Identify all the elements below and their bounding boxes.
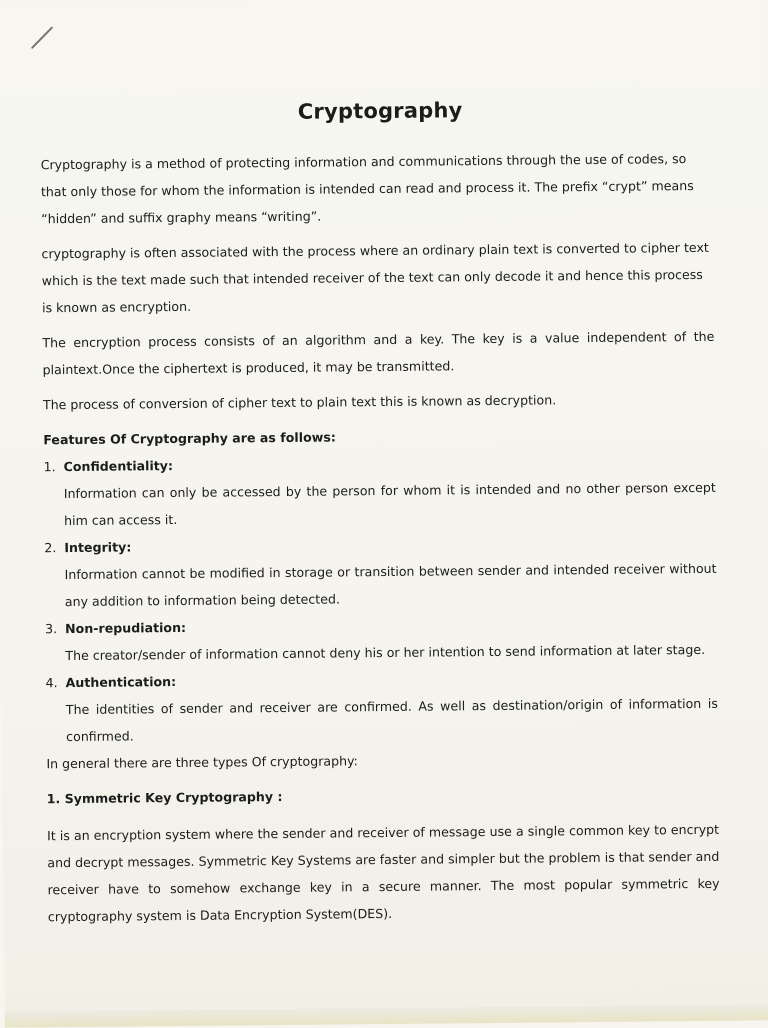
pen-mark bbox=[31, 26, 53, 49]
feature-description: The creator/sender of information cannot deny his or her intention to send information at later stage. bbox=[65, 641, 706, 664]
symmetric-key-paragraph: It is an encryption system where the sender and receiver of message use a single common key to encrypt and decrypt messages. Symmetric Key Systems are faster and simpler but the problem is that sender and receiver have to somehow exchange key in a secure manner. The most popular symmetric key cryptography system is Data Encryption System(DES). bbox=[47, 821, 720, 925]
feature-item bbox=[44, 528, 717, 615]
document-body bbox=[41, 145, 721, 938]
feature-description: Information can only be accessed by the person for whom it is intended and no other person except him can access it. bbox=[63, 479, 716, 529]
document-title: Cryptography bbox=[297, 98, 463, 124]
feature-item bbox=[43, 447, 716, 534]
decryption-paragraph: The process of conversion of cipher text to plain text this is known as decryption. bbox=[42, 392, 557, 413]
feature-title: Non-repudiation: bbox=[65, 619, 187, 637]
features-list bbox=[43, 447, 718, 750]
feature-title: Authentication: bbox=[65, 674, 177, 691]
feature-item bbox=[45, 663, 718, 750]
symmetric-key-heading: 1. Symmetric Key Cryptography : bbox=[46, 788, 283, 807]
feature-description: The identities of sender and receiver are confirmed. As well as destination/origin of information is confirmed. bbox=[65, 695, 718, 745]
feature-number: 1. bbox=[43, 459, 56, 475]
page-bottom-edge bbox=[5, 1004, 768, 1027]
key-paragraph: The encryption process consists of an algorithm and a key. The key is a value independent of the plaintext.Once the ciphertext is produced, it may be transmitted. bbox=[42, 328, 715, 378]
feature-item bbox=[45, 609, 717, 669]
feature-description: Information cannot be modified in storage or transition between sender and intended receiver without any addition to information being detected. bbox=[64, 560, 717, 610]
feature-number: 2. bbox=[44, 540, 57, 556]
encryption-paragraph: cryptography is often associated with the process where an ordinary plain text is converted to cipher text which is the text made such that intended receiver of the text can only decode it and hence this process is known as encryption. bbox=[41, 239, 709, 316]
types-intro: In general there are three types Of cryptography: bbox=[46, 753, 358, 772]
features-heading: Features Of Cryptography are as follows: bbox=[43, 429, 336, 448]
feature-number: 3. bbox=[45, 621, 58, 637]
feature-number: 4. bbox=[45, 675, 58, 691]
intro-paragraph: Cryptography is a method of protecting information and communications through the use of codes, so that only those for whom the information is intended can read and process it. The prefix “crypt” means “hidden” and suffix graphy means “writing”. bbox=[40, 151, 694, 227]
feature-title: Integrity: bbox=[64, 539, 132, 556]
feature-title: Confidentiality: bbox=[63, 458, 174, 475]
